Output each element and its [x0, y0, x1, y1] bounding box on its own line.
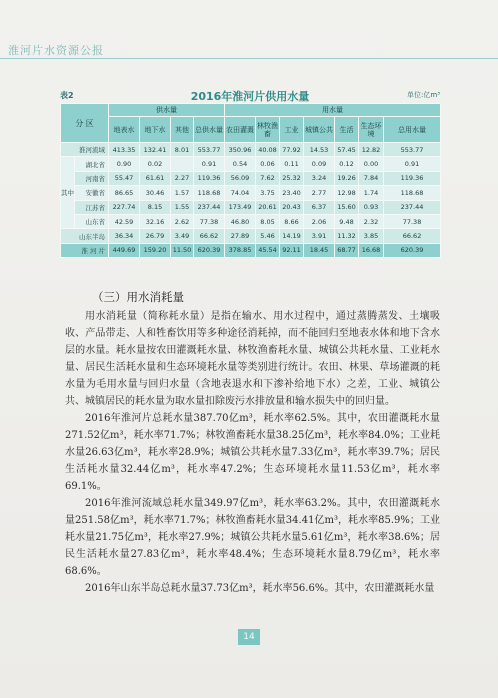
cell: 7.62 [256, 171, 280, 185]
cell: 378.85 [225, 243, 256, 257]
cell: 2.27 [171, 171, 194, 185]
cell: 2.62 [171, 214, 194, 228]
cell: 1.74 [359, 186, 384, 200]
cell: 119.36 [384, 171, 441, 185]
cell: 77.38 [194, 214, 225, 228]
cell: 86.65 [109, 186, 140, 200]
cell: 449.69 [109, 243, 140, 257]
row-name: 山东省 [75, 214, 109, 228]
col-header-total-use: 总用水量 [384, 117, 441, 143]
page-number: 14 [238, 629, 260, 645]
cell: 0.09 [304, 157, 335, 171]
cell: 25.32 [280, 171, 304, 185]
cell: 45.54 [256, 243, 280, 257]
cell: 40.08 [256, 143, 280, 157]
cell: 1.55 [171, 200, 194, 214]
cell: 26.79 [140, 229, 171, 243]
col-header-forestry: 林牧渔畜 [256, 117, 280, 143]
table-row-total [61, 243, 441, 257]
cell: 92.11 [280, 243, 304, 257]
cell: 8.05 [256, 214, 280, 228]
cell: 3.75 [256, 186, 280, 200]
cell: 36.34 [109, 229, 140, 243]
cell: 0.91 [194, 157, 225, 171]
cell: 119.36 [194, 171, 225, 185]
cell: 237.44 [194, 200, 225, 214]
col-header-other: 其他 [171, 117, 194, 143]
cell: 620.39 [194, 243, 225, 257]
col-header-ecology: 生态环境 [359, 117, 384, 143]
cell: 0.06 [256, 157, 280, 171]
row-name: 山东半岛 [61, 229, 109, 243]
col-header-groundwater: 地下水 [140, 117, 171, 143]
section-title: （三）用水消耗量 [92, 290, 184, 304]
row-name: 淮河流域 [61, 143, 109, 157]
cell: 553.77 [194, 143, 225, 157]
table-label: 表2 [60, 91, 74, 100]
cell: 2.32 [359, 214, 384, 228]
table-unit: 单位:亿m³ [407, 91, 440, 99]
cell: 1.57 [171, 186, 194, 200]
table-row [61, 171, 441, 185]
cell: 0.11 [280, 157, 304, 171]
cell: 0.00 [359, 157, 384, 171]
cell: 7.84 [359, 171, 384, 185]
col-header-surface-water: 地表水 [109, 117, 140, 143]
cell: 237.44 [384, 200, 441, 214]
header-rule [0, 58, 498, 59]
cell: 413.35 [109, 143, 140, 157]
col-header-total-supply: 总供水量 [194, 117, 225, 143]
cell: 23.40 [280, 186, 304, 200]
running-header: 淮河片水资源公报 [8, 44, 104, 57]
row-name: 淮 河 片 [61, 243, 109, 257]
cell: 0.12 [335, 157, 359, 171]
cell: 61.61 [140, 171, 171, 185]
table-row [61, 229, 441, 243]
body-text [65, 308, 440, 597]
paragraph: 2016年淮河片总耗水量387.70亿m³，耗水率62.5%。其中，农田灌溉耗水量271.52亿m³，耗水率71.7%；林牧渔畜耗水量38.25亿m³，耗水率84.0%；工业耗水量26.63亿m³，耗水率28.9%；城镇公共耗水量7.33亿m³，耗水率39.7%；居民生活耗水量32.44亿m³，耗水率47.2%；生态环境耗水量11.53亿m³，耗水率69.1%。 [65, 413, 440, 492]
cell: 118.68 [384, 186, 441, 200]
cell: 14.19 [280, 229, 304, 243]
cell: 8.01 [171, 143, 194, 157]
cell: 66.62 [384, 229, 441, 243]
cell: 3.49 [171, 229, 194, 243]
row-name: 江苏省 [75, 200, 109, 214]
cell: 68.77 [335, 243, 359, 257]
table-heading [60, 88, 440, 102]
col-header-industry: 工业 [280, 117, 304, 143]
cell: 42.59 [109, 214, 140, 228]
col-header-farmland: 农田灌溉 [225, 117, 256, 143]
row-name: 河南省 [75, 171, 109, 185]
cell: 159.20 [140, 243, 171, 257]
cell: 19.26 [335, 171, 359, 185]
col-header-region: 分 区 [61, 104, 109, 143]
cell: 3.91 [304, 229, 335, 243]
cell: 620.39 [384, 243, 441, 257]
cell: 66.62 [194, 229, 225, 243]
cell: 46.80 [225, 214, 256, 228]
cell: 0.93 [359, 200, 384, 214]
cell: 3.24 [304, 171, 335, 185]
cell: 118.68 [194, 186, 225, 200]
row-group-prefix: 其中 [61, 157, 75, 229]
cell: 14.53 [304, 143, 335, 157]
paragraph: 2016年淮河流域总耗水量349.97亿m³，耗水率63.2%。其中，农田灌溉耗水量251.58亿m³，耗水率71.7%；林牧渔畜耗水量34.41亿m³，耗水率85.9%；工业耗水量21.75亿m³，耗水率27.9%；城镇公共耗水量5.61亿m³，耗水率38.6%；居民生活耗水量27.83亿m³，耗水率48.4%；生态环境耗水量8.79亿m³，耗水率68.6%。 [65, 498, 440, 577]
cell: 77.92 [280, 143, 304, 157]
paragraph: 2016年山东半岛总耗水量37.73亿m³，耗水率56.6%。其中，农田灌溉耗水量 [85, 583, 435, 594]
cell: 18.45 [304, 243, 335, 257]
cell: 16.68 [359, 243, 384, 257]
cell: 27.89 [225, 229, 256, 243]
cell: 11.32 [335, 229, 359, 243]
cell: 55.47 [109, 171, 140, 185]
cell: 57.45 [335, 143, 359, 157]
cell: 6.37 [304, 200, 335, 214]
cell: 3.85 [359, 229, 384, 243]
supply-use-table [60, 103, 441, 258]
cell: 227.74 [109, 200, 140, 214]
cell: 0.90 [109, 157, 140, 171]
cell: 8.15 [140, 200, 171, 214]
cell: 0.91 [384, 157, 441, 171]
table-row [61, 200, 441, 214]
cell: 0.02 [140, 157, 171, 171]
cell: 132.41 [140, 143, 171, 157]
cell: 32.16 [140, 214, 171, 228]
cell: 350.96 [225, 143, 256, 157]
cell: 74.04 [225, 186, 256, 200]
cell: 173.49 [225, 200, 256, 214]
cell: 20.61 [256, 200, 280, 214]
col-header-domestic: 生活 [335, 117, 359, 143]
cell: 15.60 [335, 200, 359, 214]
group-header-use: 用水量 [225, 104, 441, 117]
cell: 2.77 [304, 186, 335, 200]
cell: 0.54 [225, 157, 256, 171]
cell: 56.09 [225, 171, 256, 185]
cell: 553.77 [384, 143, 441, 157]
row-name: 湖北省 [75, 157, 109, 171]
cell: 12.98 [335, 186, 359, 200]
cell: 5.46 [256, 229, 280, 243]
cell: 8.66 [280, 214, 304, 228]
cell: 2.06 [304, 214, 335, 228]
table-title: 2016年淮河片供用水量 [190, 90, 310, 103]
group-header-supply: 供水量 [109, 104, 225, 117]
row-name: 安徽省 [75, 186, 109, 200]
cell: 12.82 [359, 143, 384, 157]
table-row [61, 157, 441, 171]
table-row [61, 214, 441, 228]
cell: 9.48 [335, 214, 359, 228]
table-row [61, 143, 441, 157]
cell: 30.46 [140, 186, 171, 200]
paragraph: 用水消耗量（简称耗水量）是指在输水、用水过程中，通过蒸腾蒸发、土壤吸收、产品带走、人和牲畜饮用等多种途径消耗掉，而不能回归至地表水体和地下含水层的水量。耗水量按农田灌溉耗水量、林牧渔畜耗水量、城镇公共耗水量、工业耗水量、居民生活耗水量和生态环境耗水量等类别进行统计。农田、林果、草场灌溉的耗水量为毛用水量与回归水量（含地表退水和下渗补给地下水）之差，工业、城镇公共、城镇居民的耗水量为取水量扣除废污水排放量和输水损失中的回归量。 [65, 311, 440, 407]
col-header-urban-public: 城镇公共 [304, 117, 335, 143]
cell: 11.50 [171, 243, 194, 257]
table-row [61, 186, 441, 200]
cell [171, 157, 194, 171]
cell: 77.38 [384, 214, 441, 228]
cell: 20.43 [280, 200, 304, 214]
